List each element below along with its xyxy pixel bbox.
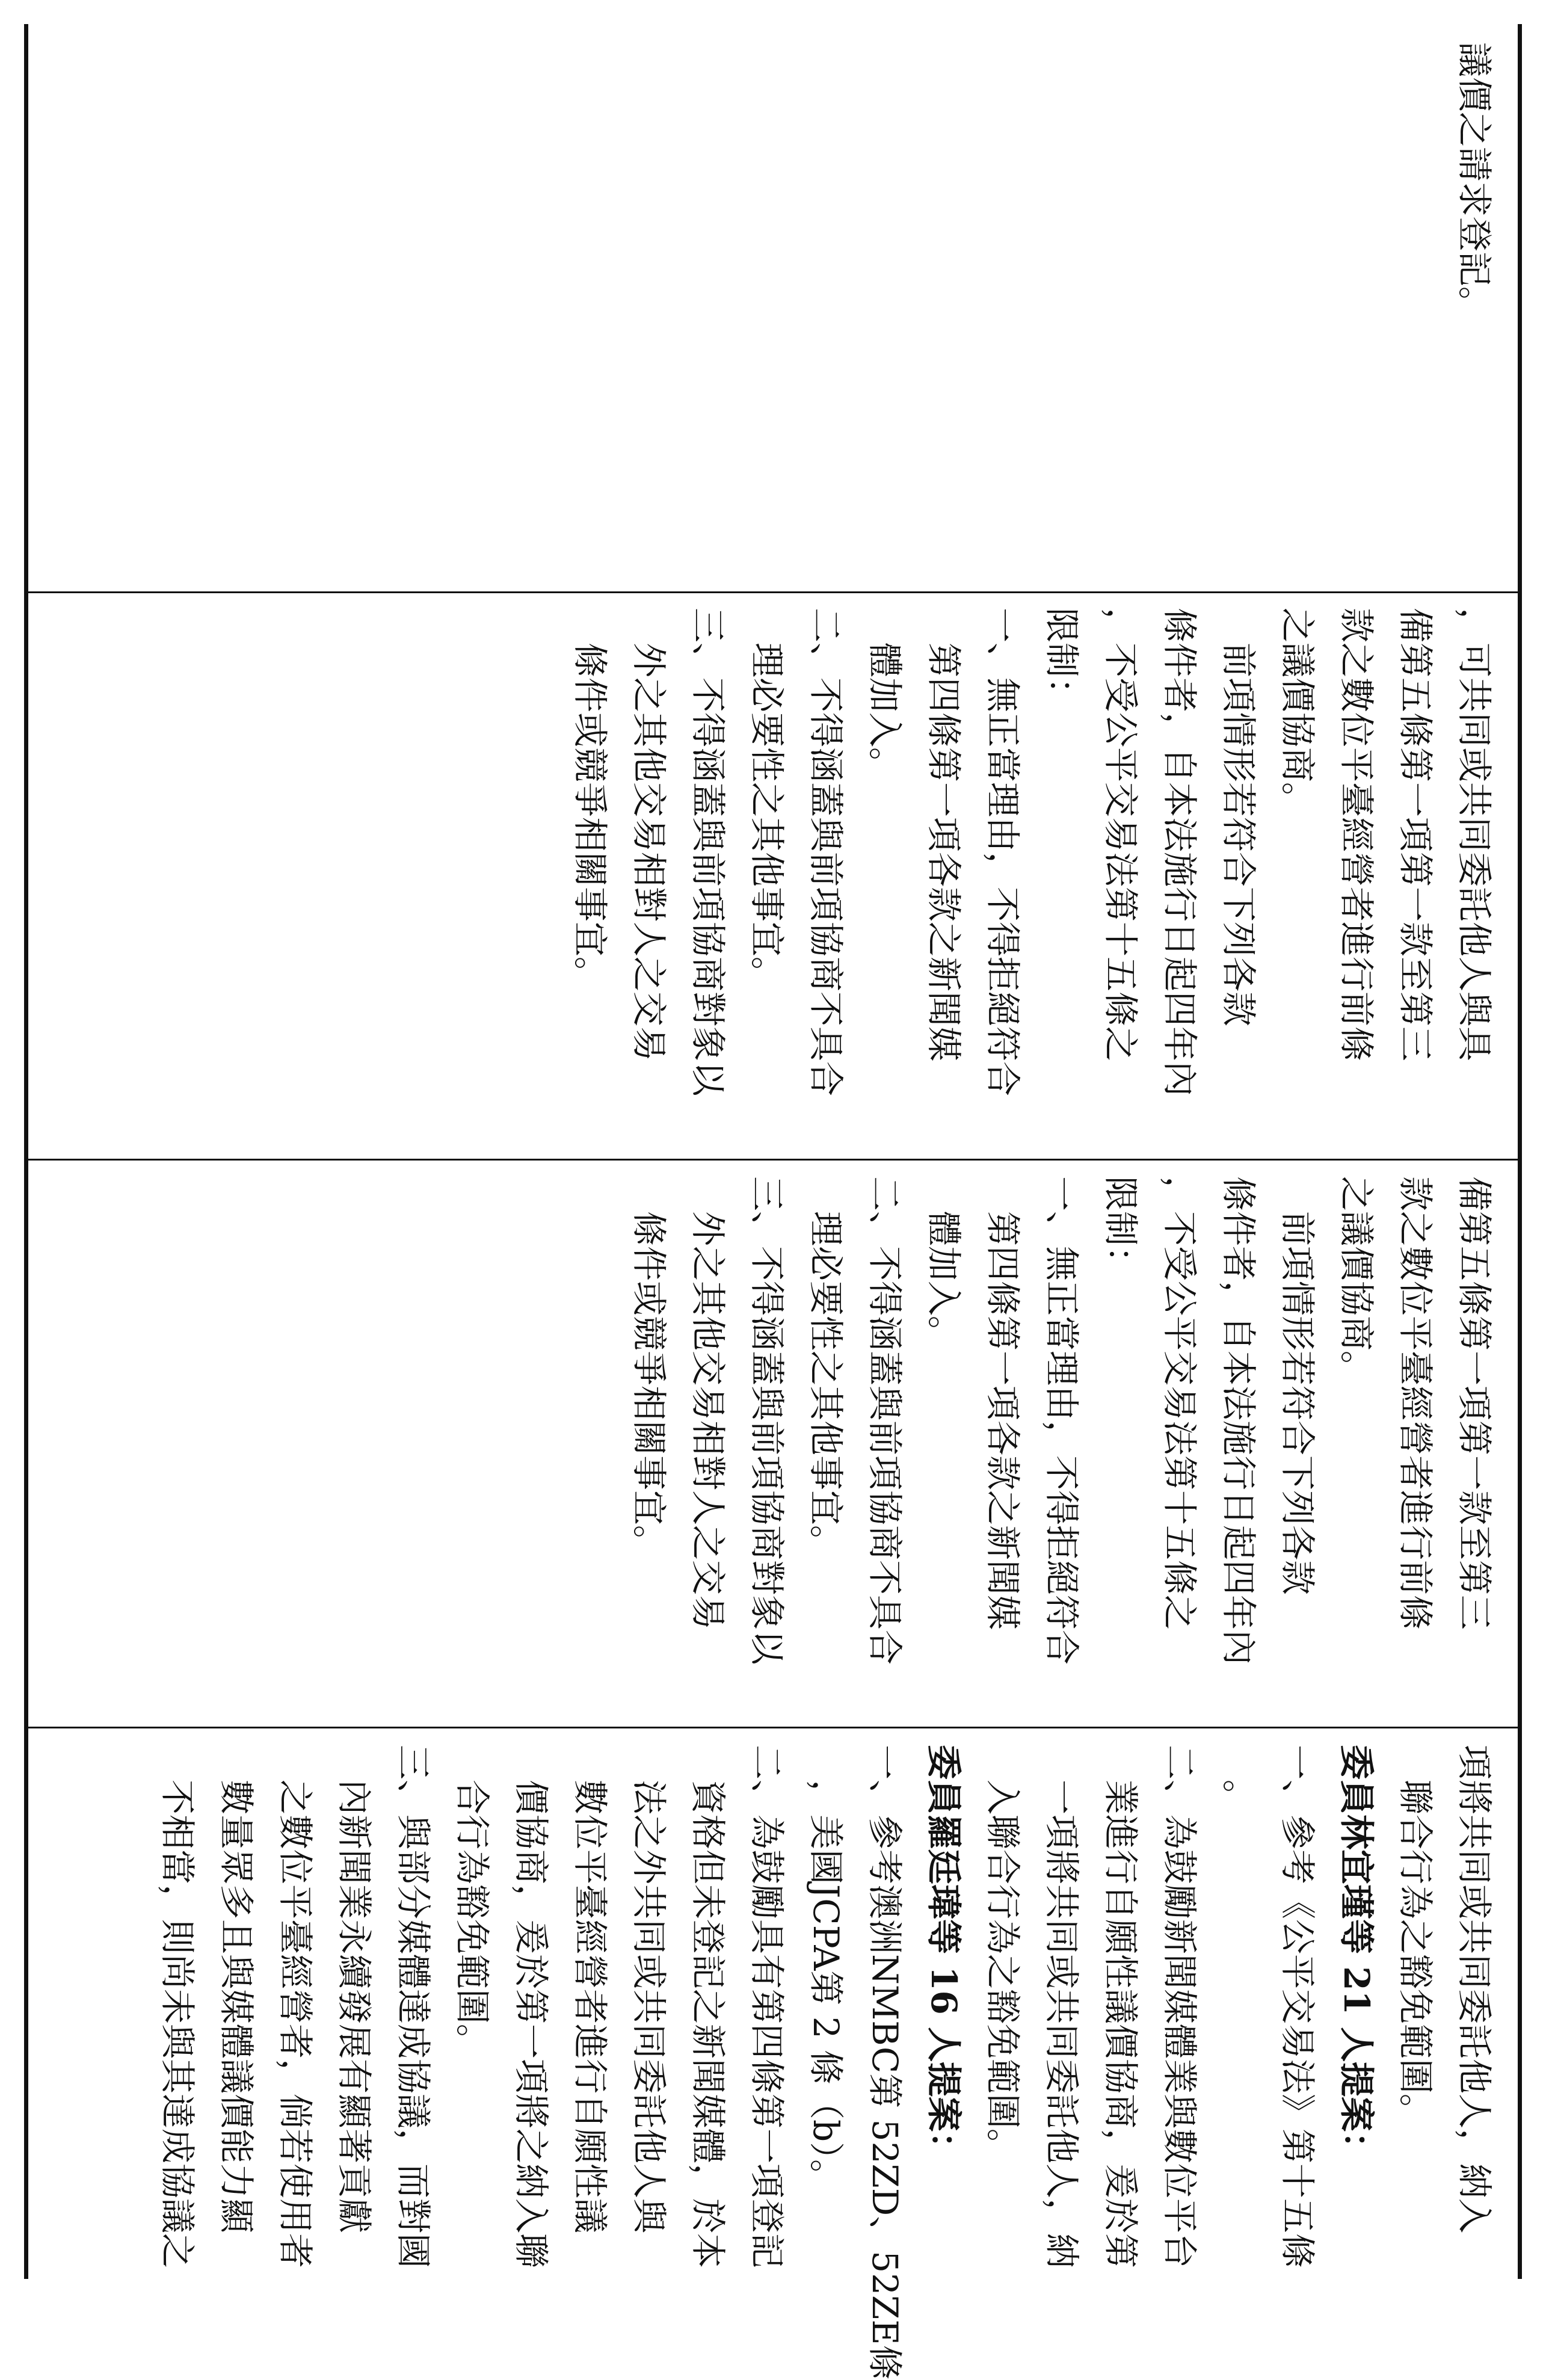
text-line: 數量眾多且與媒體議價能力顯 (216, 1780, 257, 2234)
section-heading: 委員羅廷瑋等 16 人提案： (923, 1745, 964, 2167)
text-line: 一、無正當理由，不得拒絕符合 (1041, 1176, 1082, 1665)
text-line: 條件者，自本法施行日起四年內 (1159, 608, 1200, 1097)
text-line: ，可共同或共同委託他人與具 (1454, 608, 1495, 1062)
top-border-rule (1518, 24, 1522, 2279)
text-line: 聯合行為之豁免範圍。 (1395, 1780, 1436, 2129)
text-line: 條件者，自本法施行日起四年內 (1218, 1176, 1259, 1665)
text-line: 條件或競爭相關事宜。 (570, 643, 611, 992)
text-line: 二、為鼓勵具有第四條第一項登記 (747, 1745, 787, 2269)
text-line: ，不受公平交易法第十五條之 (1159, 1176, 1200, 1630)
text-column-3 (36, 1176, 1504, 1706)
text-line: 三、與部分媒體達成協議，而對國 (393, 1745, 434, 2269)
text-line: 備第五條第一項第一款至第三 (1395, 608, 1436, 1062)
text-line: 外之其他交易相對人之交易 (688, 1211, 728, 1630)
text-line: 二、為鼓勵新聞媒體業與數位平台 (1159, 1745, 1200, 2269)
text-line: 外之其他交易相對人之交易 (629, 643, 670, 1062)
text-line: 限制： (1041, 608, 1082, 713)
text-column-1 (36, 42, 1504, 572)
text-line: 不相當，則尚未與其達成協議之 (157, 1780, 198, 2269)
text-line: 一、無正當理由，不得拒絕符合 (982, 608, 1023, 1097)
text-line: 合行為豁免範圍。 (452, 1780, 493, 2059)
text-line: 法之外共同或共同委託他人與 (629, 1780, 670, 2234)
text-line: 體加入。 (864, 643, 905, 783)
text-line: 款之數位平臺經營者進行前條 (1336, 608, 1377, 1062)
text-line: 之數位平臺經營者，倘若使用者 (275, 1780, 316, 2269)
text-line: 三、不得涵蓋與前項協商對象以 (688, 608, 728, 1097)
text-line: 之議價協商。 (1277, 608, 1318, 818)
text-line: 項將共同或共同委託他人，納入 (1454, 1745, 1495, 2234)
text-line: 一、參考《公平交易法》第十五條 (1277, 1745, 1318, 2269)
text-line: 前項情形若符合下列各款 (1218, 643, 1259, 1027)
text-line: 價協商，爰於第一項將之納入聯 (511, 1780, 552, 2269)
text-line: 一項將共同或共同委託他人，納 (1041, 1780, 1082, 2269)
text-line: 第四條第一項各款之新聞媒 (923, 643, 964, 1062)
text-line: 。 (1218, 1780, 1259, 1815)
text-line: 限制： (1100, 1176, 1141, 1281)
text-line: 理必要性之其他事宜。 (805, 1211, 846, 1561)
text-line: 二、不得涵蓋與前項協商不具合 (805, 608, 846, 1097)
text-line: 資格但未登記之新聞媒體，於本 (688, 1780, 728, 2269)
text-column-2 (36, 608, 1504, 1137)
text-line: 體加入。 (923, 1211, 964, 1351)
text-line: 二、不得涵蓋與前項協商不具合 (864, 1176, 905, 1665)
text-line: 業進行自願性議價協商，爰於第 (1100, 1780, 1141, 2269)
column-separator (28, 591, 1518, 593)
text-line: 入聯合行為之豁免範圍。 (982, 1780, 1023, 2164)
text-line: 條件或競爭相關事宜。 (629, 1211, 670, 1561)
text-line: ，美國JCPA第 2 條（b）。 (805, 1780, 846, 2195)
text-line: 一、參考澳洲NMBC第 52ZD、52ZE條 (864, 1745, 905, 2380)
text-line: 內新聞業永續發展有顯著貢獻 (334, 1780, 375, 2234)
text-line: 前項情形若符合下列各款 (1277, 1211, 1318, 1595)
text-column-4 (36, 1745, 1504, 2380)
bottom-border-rule (24, 24, 28, 2279)
column-separator (28, 1727, 1518, 1728)
text-line: 數位平臺經營者進行自願性議 (570, 1780, 611, 2234)
text-line: 理必要性之其他事宜。 (747, 643, 787, 992)
text-line: 備第五條第一項第一款至第三 (1454, 1176, 1495, 1630)
text-line: 第四條第一項各款之新聞媒 (982, 1211, 1023, 1630)
text-line: 之議價協商。 (1336, 1176, 1377, 1386)
text-line: 款之數位平臺經營者進行前條 (1395, 1176, 1436, 1630)
section-heading: 委員林宜瑾等 21 人提案： (1336, 1745, 1377, 2167)
text-line: 三、不得涵蓋與前項協商對象以 (747, 1176, 787, 1665)
text-line: ，不受公平交易法第十五條之 (1100, 608, 1141, 1062)
column-separator (28, 1159, 1518, 1161)
text-line: 議價之請求登記。 (1454, 42, 1495, 322)
